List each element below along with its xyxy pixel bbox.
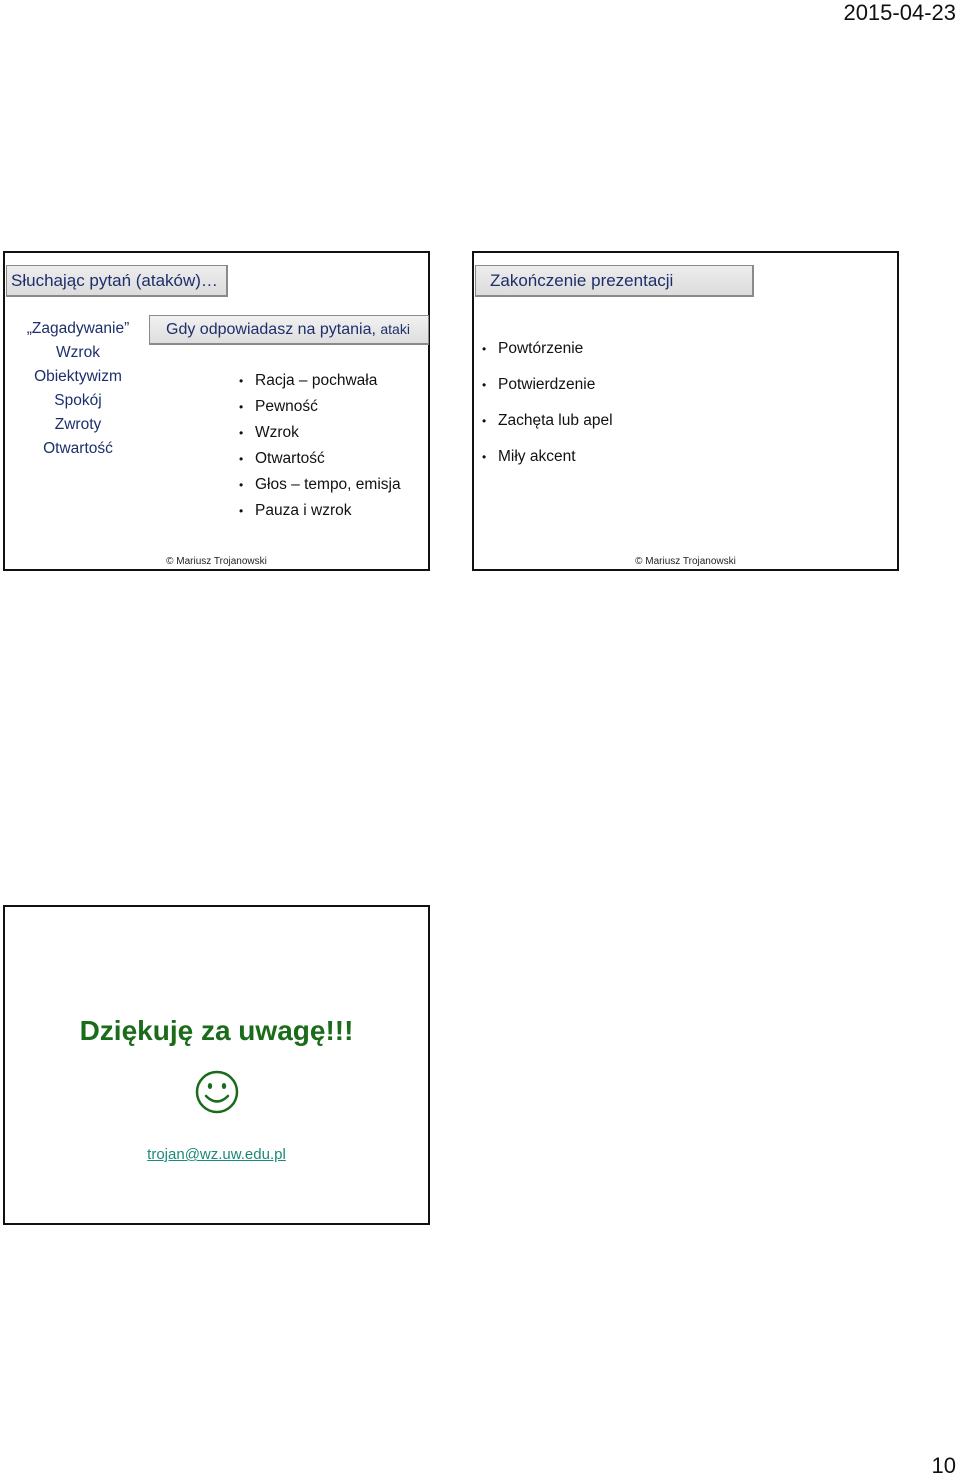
slide-listening-questions <box>3 251 430 571</box>
bullet-item: • Powtórzenie <box>482 331 613 367</box>
left-item: Wzrok <box>56 344 100 361</box>
sub-title-main: Gdy odpowiadasz na pytania, <box>166 321 376 338</box>
bullet-list <box>482 331 613 475</box>
left-item: Zwroty <box>54 416 102 433</box>
left-item: Spokój <box>54 392 102 409</box>
page-date: 2015-04-23 <box>843 0 956 25</box>
slide-thank-you <box>3 905 430 1225</box>
bullet-item: • Otwartość <box>239 446 401 472</box>
bullet-item: • Potwierdzenie <box>482 367 613 403</box>
bullet-item: • Wzrok <box>239 420 401 446</box>
left-item: „Zagadywanie” <box>26 320 130 337</box>
bullet-item: • Racja – pochwała <box>239 368 401 394</box>
left-item: Otwartość <box>43 440 113 457</box>
bullet-item: • Zachęta lub apel <box>482 403 613 439</box>
bullet-item: • Pauza i wzrok <box>239 498 401 524</box>
sub-title-small: ataki <box>380 321 410 337</box>
left-column-list <box>13 317 143 461</box>
page-number: 10 <box>931 1453 956 1478</box>
bullet-list <box>239 368 401 524</box>
slide-title: Słuchając pytań (ataków)… <box>6 265 228 297</box>
thank-you-text: Dziękuję za uwagę!!! <box>79 1015 354 1046</box>
slide-title: Zakończenie prezentacji <box>475 265 754 297</box>
bullet-item: • Pewność <box>239 394 401 420</box>
left-item: Obiektywizm <box>34 368 122 385</box>
bullet-item: • Miły akcent <box>482 439 613 475</box>
slide-footer: © Mariusz Trojanowski <box>635 556 736 567</box>
slide-footer: © Mariusz Trojanowski <box>166 556 267 567</box>
slide-presentation-ending <box>472 251 899 571</box>
smiley-icon <box>194 1069 240 1115</box>
bullet-item: • Głos – tempo, emisja <box>239 472 401 498</box>
sub-title <box>149 315 429 345</box>
email-link[interactable]: trojan@wz.uw.edu.pl <box>147 1146 286 1163</box>
